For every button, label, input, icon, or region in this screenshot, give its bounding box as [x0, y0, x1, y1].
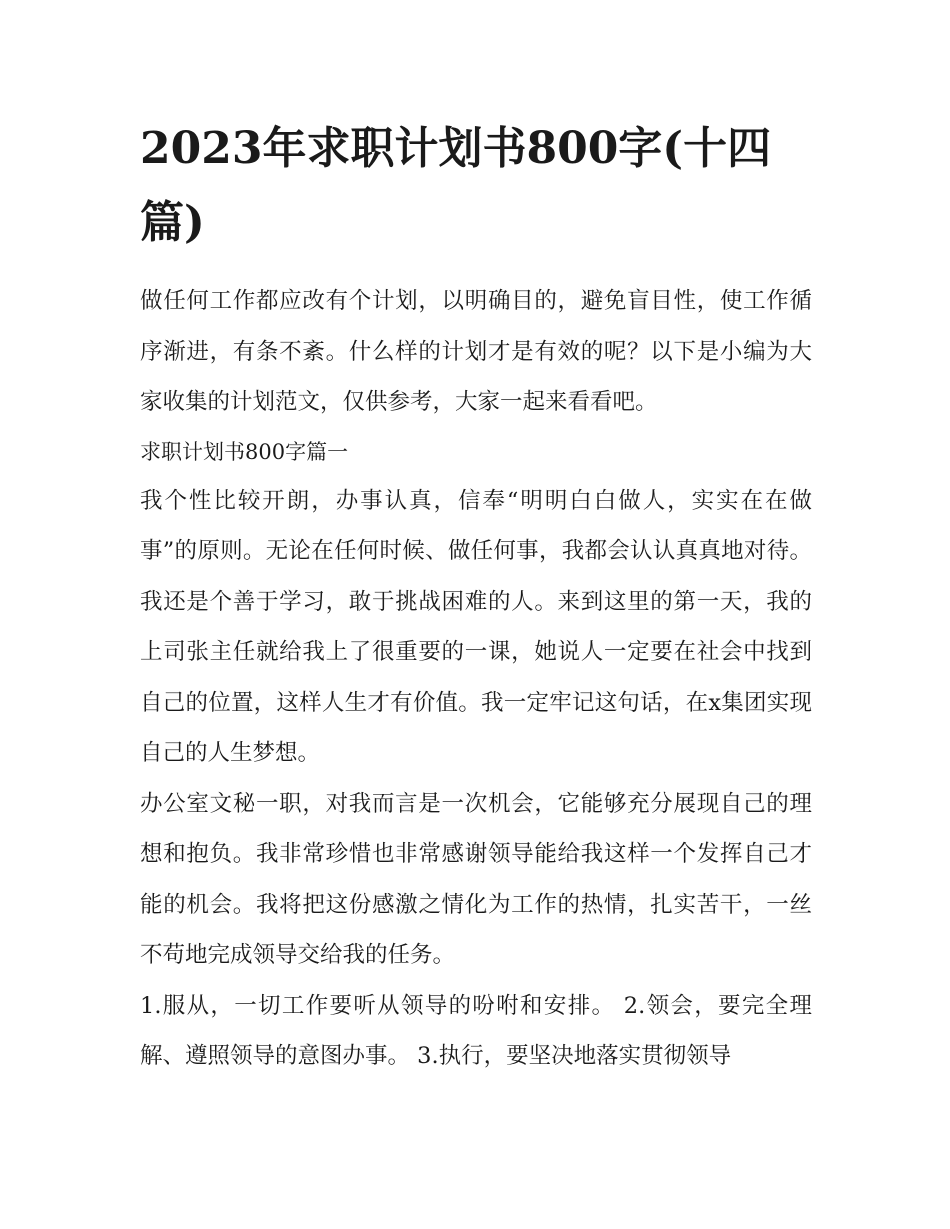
body-paragraph-1: 我个性比较开朗，办事认真，信奉“明明白白做人，实实在在做事”的原则。无论在任何时候、做任何事，我都会认认真真地对待。我还是个善于学习，敢于挑战困难的人。来到这里的第一天，我的上司张主任就给我上了很重要的一课，她说人一定要在社会中找到自己的位置，这样人生才有价值。我一定牢记这句话，在x集团实现自己的人生梦想。	[140, 487, 812, 766]
body-paragraph-3: 1.服从，一切工作要听从领导的吩咐和安排。 2.领会，要完全理解、遵照领导的意图办事。 3.执行，要坚决地落实贯彻领导	[140, 992, 812, 1069]
intro-paragraph: 做任何工作都应改有个计划，以明确目的，避免盲目性，使工作循序渐进，有条不紊。什么样的计划才是有效的呢？以下是小编为大家收集的计划范文，仅供参考，大家一起来看看吧。	[140, 288, 812, 415]
document-body	[140, 112, 812, 1082]
section-heading: 求职计划书800字篇一	[140, 439, 349, 464]
body-paragraph-2: 办公室文秘一职，对我而言是一次机会，它能够充分展现自己的理想和抱负。我非常珍惜也非常感谢领导能给我这样一个发挥自己才能的机会。我将把这份感激之情化为工作的热情，扎实苦干，一丝不苟地完成领导交给我的任务。	[140, 790, 812, 968]
document-title: 2023年求职计划书800字(十四篇)	[140, 123, 772, 248]
